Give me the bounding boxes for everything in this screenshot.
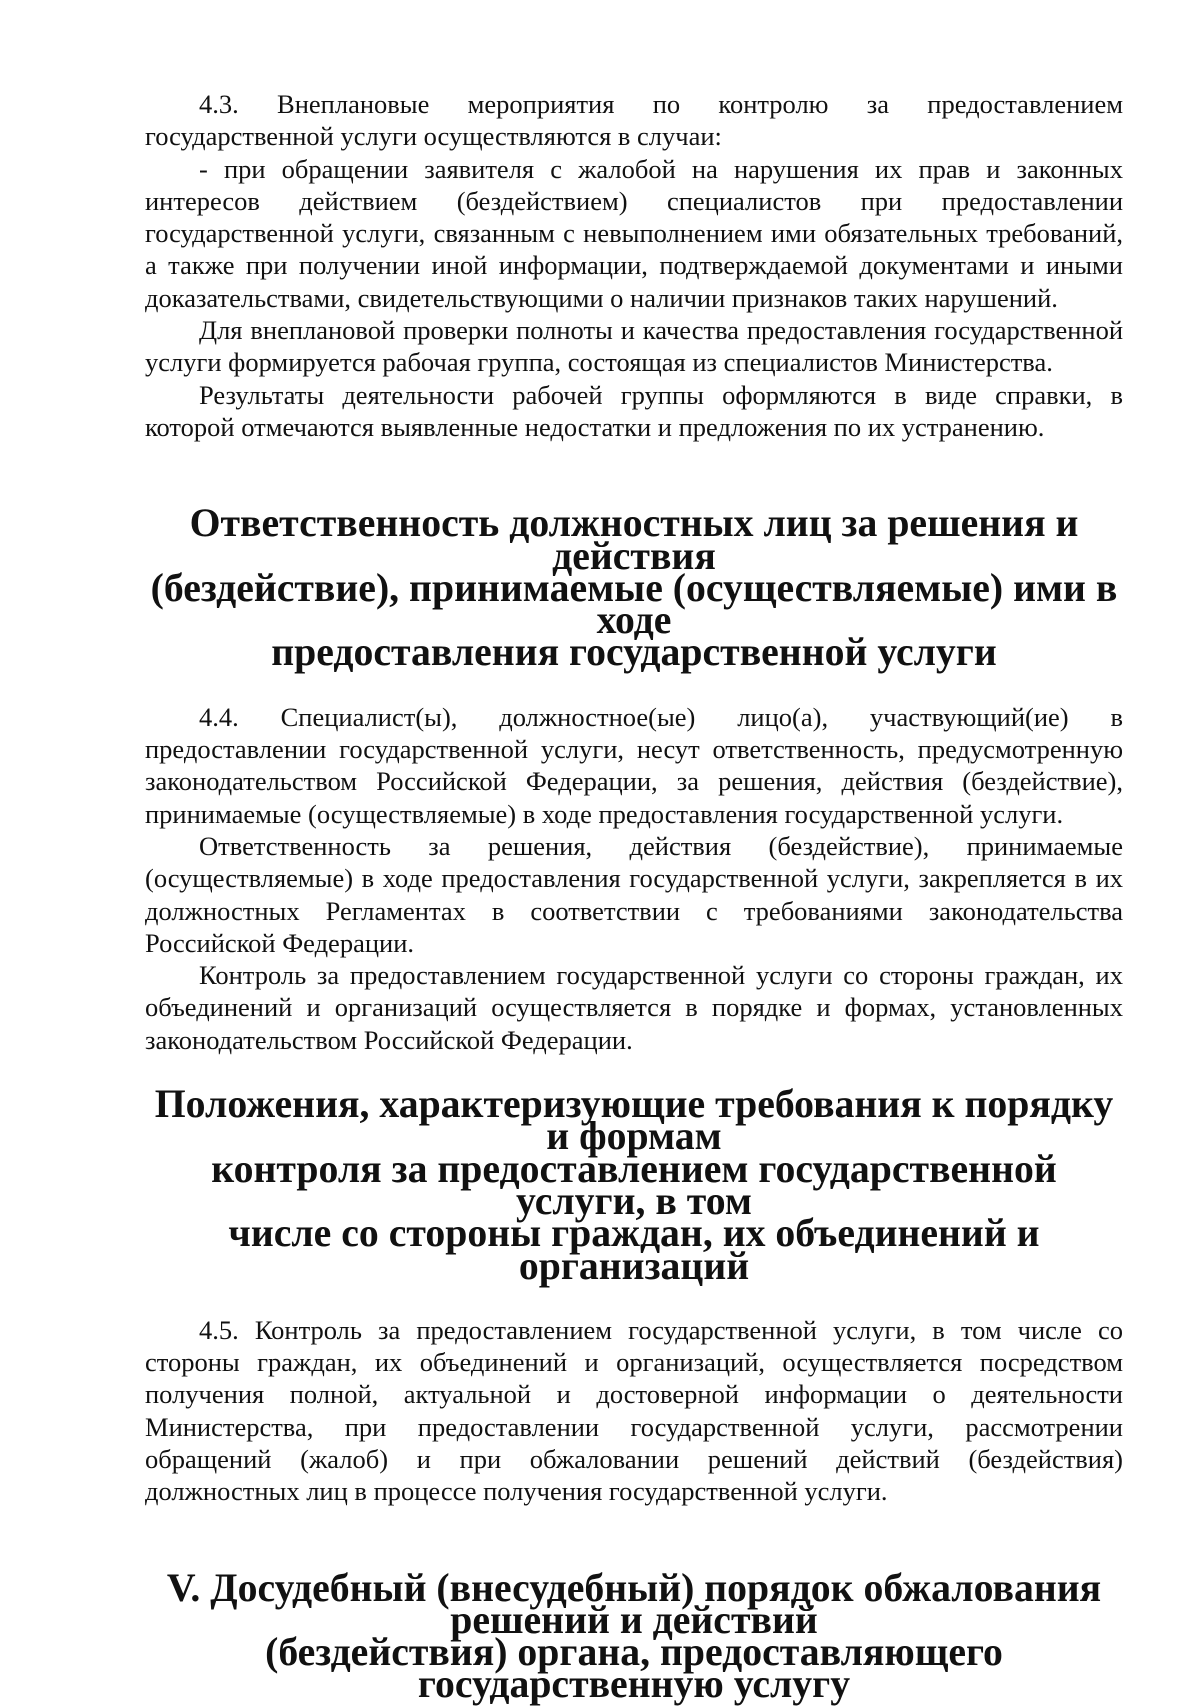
heading-line: числе со стороны граждан, их объединений и организаций [228,1211,1040,1288]
heading-line: контроля за предоставлением государственной услуги, в том [211,1146,1057,1223]
heading-provisions [145,1082,1123,1288]
paragraph-4-3-working-group: Для внеплановой проверки полноты и качества предоставления государственной услуги формируется рабочая группа, состоящая из специалистов Министерства. [145,315,1123,378]
paragraph-4-3-complaint-case: - при обращении заявителя с жалобой на нарушения их прав и законных интересов действием (бездействием) специалистов при предоставлении государственной услуги, связанным с невыполнением ими обязательных требований, а также при получении иной информации, подтверждаемой документами и иными доказательствами, свидетельствующими о наличии признаков таких нарушений. [145,153,1123,313]
spacer [145,1508,1123,1572]
heading-line: V. Досудебный (внесудебный) порядок обжалования решений и действий [166,1565,1102,1642]
heading-responsibility [145,501,1123,675]
heading-section-v [145,1565,1123,1706]
paragraph-4-3-intro: 4.3. Внеплановые мероприятия по контролю за предоставлением государственной услуги осуществляются в случаи: [145,89,1123,152]
document-page [145,88,1123,1706]
heading-line: предоставления государственной услуги [271,630,997,675]
heading-line: (бездействия) органа, предоставляющего государственную услугу [265,1630,1003,1706]
paragraph-4-4-liability: 4.4. Специалист(ы), должностное(ые) лицо(а), участвующий(ие) в предоставлении государственной услуги, несут ответственность, предусмотренную законодательством Российской Федерации, за решения, действия (бездействие), принимаемые (осуществляемые) в ходе предоставления государственной услуги. [145,701,1123,829]
paragraph-4-4-public-control: Контроль за предоставлением государственной услуги со стороны граждан, их объединений и организаций осуществляется в порядке и формах, установленных законодательством Российской Федерации. [145,960,1123,1055]
heading-line: Ответственность должностных лиц за решения и действия [189,501,1079,578]
spacer [145,443,1123,507]
paragraph-4-3-results: Результаты деятельности рабочей группы оформляются в виде справки, в которой отмечаются выявленные недостатки и предложения по их устранению. [145,379,1123,442]
heading-line: (бездействие), принимаемые (осуществляемые) ими в ходе [150,565,1118,643]
heading-line: Положения, характеризующие требования к порядку и формам [154,1082,1114,1159]
paragraph-4-4-regulations: Ответственность за решения, действия (бездействие), принимаемые (осуществляемые) в ходе предоставления государственной услуги, закрепляется в их должностных Регламентах в соответствии с требованиями законодательства Российской Федерации. [145,830,1123,958]
paragraph-4-5-control: 4.5. Контроль за предоставлением государственной услуги, в том числе со стороны граждан, их объединений и организаций, осуществляется посредством получения полной, актуальной и достоверной информации о деятельности Министерства, при предоставлении государственной услуги, рассмотрении обращений (жалоб) и при обжаловании решений действий (бездействия) должностных лиц в процессе получения государственной услуги. [145,1314,1123,1507]
